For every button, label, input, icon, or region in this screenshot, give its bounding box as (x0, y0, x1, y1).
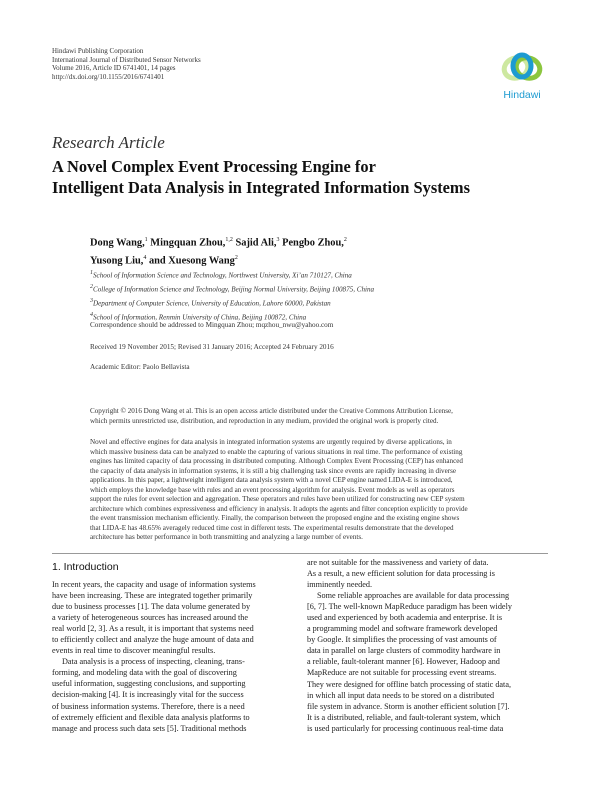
paper-title (52, 156, 552, 198)
body-line: [6, 7]. The well-known MapReduce paradigm has been widely (307, 602, 512, 612)
body-line: a programming model and software framework developed (307, 624, 498, 634)
affil-text: School of Information, Renmin University of China, Beijing 100872, China (93, 313, 307, 322)
body-line: a reliable, fault-tolerant manner [6]. However, Hadoop and (307, 657, 500, 667)
body-line: events in real time to discover meaningful results. (52, 646, 216, 656)
body-line: a variety of heterogeneous sources has increased around the (52, 613, 248, 623)
affil-text: School of Information Science and Technology, Northwest University, Xi’an 710127, China (93, 271, 352, 280)
abstract-line: architecture has better performance in both transmitting and analyzing a large number of events. (90, 533, 363, 542)
body-line: file system in advance. Storm is another efficient solution [7]. (307, 701, 510, 711)
body-line: due to business processes [1]. The data volume generated by (52, 602, 251, 612)
article-type: Research Article (52, 133, 165, 152)
affiliation (90, 282, 374, 296)
body-line: have been increasing. These are integrated together primarily (52, 591, 253, 601)
hindawi-rings-icon (497, 50, 547, 90)
section-heading: 1. Introduction (52, 561, 119, 573)
body-line: It is a distributed, reliable, and fault-tolerant system, which (307, 712, 501, 722)
author-affil-sup: 4 (143, 254, 147, 261)
body-line: Some reliable approaches are available for data processing (317, 591, 510, 601)
affiliations (90, 268, 374, 324)
body-line: As a result, a new efficient solution for data processing is (307, 569, 495, 579)
author-affil-sup: 1 (144, 237, 148, 243)
journal-name: International Journal of Distributed Sensor Networks (52, 55, 201, 64)
abstract-line: which employs the knowledge base with rules and an event processing algorithm for analysis. Event models as well as operators (90, 485, 455, 494)
title-line: Intelligent Data Analysis in Integrated Information Systems (52, 178, 470, 197)
body-line: decision-making [4]. It is increasingly vital for the success (52, 690, 244, 700)
body-line: used and experienced by both academia and enterprise. It is (307, 613, 503, 623)
body-line: in which all input data needs to be stored on a distributed (307, 690, 495, 700)
body-column-left (52, 559, 294, 734)
author-name: Dong Wang, (90, 237, 145, 249)
affil-sup: 2 (90, 283, 93, 290)
abstract-line: that LIDA-E has 48.65% averagely reduced time cost in different tests. The experimental results demonstrate that the developed (90, 523, 454, 532)
abstract-line: the event transmission mechanism efficiently. Finally, the comparison between the proposed engine and the existing engine shows (90, 514, 460, 523)
body-line: of business information systems. Therefore, there is a need (52, 701, 245, 711)
body-line: They were designed for offline batch processing of static data, (307, 679, 512, 689)
body-column-right (307, 557, 549, 734)
abstract-line: engines has limited capacity of data processing in distributed computing. Although Complex Event Processing (CEP) has enhanced (90, 457, 463, 466)
academic-editor: Academic Editor: Paolo Bellavista (90, 363, 190, 371)
affil-sup: 3 (90, 297, 93, 304)
journal-header (52, 47, 201, 82)
author-list (90, 233, 540, 269)
abstract-line: support the rules for event selection and aggregation. These operators and rules have been utilized for constructing new CEP system (90, 495, 465, 504)
affil-sup: 1 (90, 270, 93, 276)
affil-sup: 4 (90, 311, 93, 318)
abstract-line: applications. In this paper, a lightweight intelligent data analysis system with a novel CEP engine named LIDA-E is introduced, (90, 476, 453, 485)
author-affil-sup: 2 (234, 254, 238, 261)
body-line: manage and process such data sets [5]. Traditional methods (52, 723, 247, 733)
copyright-line: which permits unrestricted use, distribution, and reproduction in any medium, provided the original work is properly cited. (90, 416, 439, 425)
author-name: Sajid Ali, (235, 237, 277, 249)
abstract-line: the capacity of data analysis in information systems, it is still a big challenging task since events are rapidly increasing in diverse (90, 466, 457, 475)
body-line: imminently needed. (307, 580, 373, 590)
author-name: Yusong Liu, (90, 255, 144, 267)
copyright-notice (90, 407, 550, 426)
author-name: and Xuesong Wang (148, 255, 235, 267)
body-line: MapReduce are not suitable for processing event streams. (307, 668, 497, 678)
abstract (90, 438, 548, 543)
body-line: are not suitable for the massiveness and variety of data. (307, 558, 489, 567)
affil-text: College of Information Science and Technology, Beijing Normal University, Beijing 100875, China (93, 285, 375, 294)
received-dates: Received 19 November 2015; Revised 31 January 2016; Accepted 24 February 2016 (90, 343, 334, 351)
author-affil-sup: 1,2 (225, 237, 233, 243)
correspondence: Correspondence should be addressed to Mingquan Zhou; mqzhou_nwu@yahoo.com (90, 321, 334, 329)
doi-link[interactable]: http://dx.doi.org/10.1155/2016/6741401 (52, 73, 165, 82)
body-line: data in parallel on large clusters of commodity hardware in (307, 646, 501, 656)
title-line: A Novel Complex Event Processing Engine for (52, 157, 376, 176)
volume-info: Volume 2016, Article ID 6741401, 14 pages (52, 64, 176, 73)
body-line: of extremely efficient and flexible data analysis platforms to (52, 712, 250, 722)
copyright-line: Copyright © 2016 Dong Wang et al. This is an open access article distributed under the Creative Commons Attribution License, (90, 407, 453, 415)
affiliation (90, 296, 374, 310)
body-line: useful information, suggesting conclusions, and supporting (52, 679, 246, 689)
author-name: Pengbo Zhou, (282, 237, 344, 249)
abstract-line: architecture which combines expressiveness and efficiency in analysis. It adopts the agents and filter conception explicitly to provide (90, 504, 468, 513)
body-line: is used particularly for processing continuous real-time data (307, 723, 504, 733)
abstract-line: which massive business data can be analyzed to enable the capturing of various situations in real time. The performance of existing (90, 447, 463, 456)
author-affil-sup: 2 (343, 237, 347, 243)
body-line: real world [2, 3]. As a result, it is important that systems need (52, 624, 254, 634)
hindawi-logo (497, 50, 547, 105)
body-line: to efficiently collect and analyze the huge amount of data and (52, 635, 254, 645)
body-line: Data analysis is a process of inspecting, cleaning, trans- (62, 657, 245, 667)
affil-text: Department of Computer Science, University of Education, Lahore 60000, Pakistan (93, 299, 331, 308)
section-divider (52, 553, 548, 554)
affiliation (90, 268, 374, 282)
logo-text: Hindawi (503, 89, 541, 101)
publisher-name: Hindawi Publishing Corporation (52, 47, 144, 55)
body-line: In recent years, the capacity and usage of information systems (52, 580, 256, 589)
abstract-line: Novel and effective engines for data analysis in integrated information systems are urgently required by diverse applications, in (90, 438, 452, 446)
body-line: forming, and modeling data with the goal of discovering (52, 668, 237, 678)
author-name: Mingquan Zhou, (150, 237, 226, 249)
body-line: by Google. It simplifies the processing of vast amounts of (307, 635, 497, 645)
author-affil-sup: 3 (276, 237, 280, 243)
